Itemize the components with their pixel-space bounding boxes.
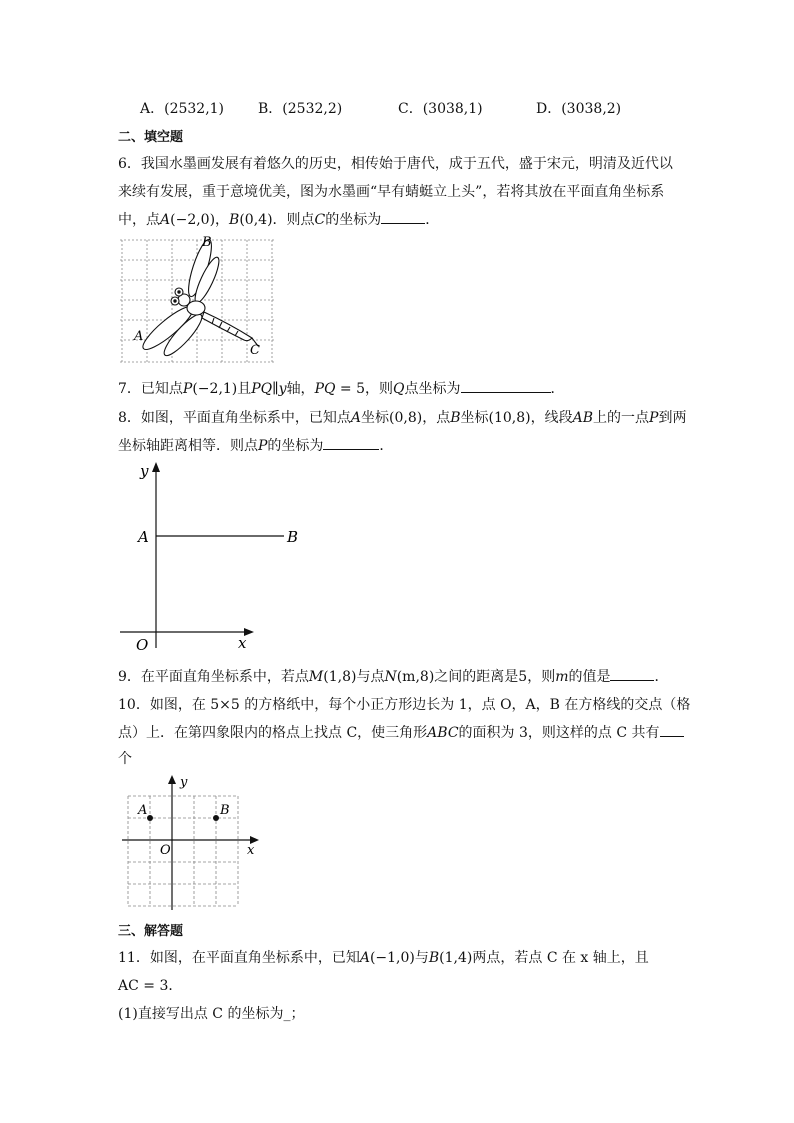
q10-label-a: A bbox=[138, 803, 148, 818]
q6-point-c: C bbox=[314, 212, 326, 228]
q8-text: 坐标 bbox=[460, 410, 489, 426]
q8-label-b: B bbox=[287, 528, 299, 546]
q7-text: ，则 bbox=[365, 381, 394, 397]
q9-answer-blank bbox=[610, 668, 654, 681]
q11-text: 11．如图，在平面直角坐标系中，已知 bbox=[118, 950, 360, 966]
q7-eq: = 5 bbox=[335, 381, 366, 397]
q6-point-a: A bbox=[160, 212, 171, 228]
q8-point-a: A bbox=[350, 410, 362, 426]
q11-sub1: (1)直接写出点 C 的坐标为_； bbox=[118, 1006, 305, 1022]
section-solve-heading: 三、解答题 bbox=[118, 924, 184, 939]
q10-label-b: B bbox=[220, 803, 230, 818]
dragonfly-figure bbox=[120, 235, 280, 368]
q8-text: 坐标轴距离相等．则点 bbox=[118, 438, 258, 454]
q6-coord-b: (0,4) bbox=[239, 212, 273, 228]
q7-segment-pq: PQ bbox=[251, 381, 273, 397]
q10-answer-blank bbox=[660, 724, 684, 737]
q11-point-b: B bbox=[428, 950, 440, 966]
q10-label-y: y bbox=[180, 775, 188, 790]
q8-coord-b: (10,8) bbox=[488, 410, 531, 426]
q8-label-y: y bbox=[140, 462, 149, 480]
option-b: B．(2532,2) bbox=[258, 101, 343, 117]
q8-label-x: x bbox=[238, 634, 247, 652]
q10-line2 bbox=[118, 722, 684, 742]
q10-label-o: O bbox=[160, 843, 171, 858]
q10-label-x: x bbox=[247, 843, 255, 858]
q9-text: 与点 bbox=[356, 669, 385, 685]
q6-point-b: B bbox=[229, 212, 240, 228]
q9-text: 9．在平面直角坐标系中，若点 bbox=[118, 669, 309, 685]
q8-point-p: P bbox=[649, 410, 659, 426]
q7-end: ． bbox=[550, 381, 565, 397]
q7-line bbox=[118, 378, 565, 398]
q8-point-b: B bbox=[450, 410, 461, 426]
q7-text: 且 bbox=[237, 381, 252, 397]
q8-segment-ab: AB bbox=[572, 410, 594, 426]
q8-text: 坐标 bbox=[361, 410, 390, 426]
q11-line1 bbox=[118, 947, 649, 967]
q10-text: 的面积为 3，则这样的点 C 共有 bbox=[458, 725, 660, 741]
q7-point-q: Q bbox=[393, 381, 405, 397]
q8-text: ，线段 bbox=[530, 410, 573, 426]
q8-text: 到两 bbox=[658, 410, 687, 426]
q7-coord-p: (−2,1) bbox=[192, 381, 238, 397]
q7-text: 轴， bbox=[286, 381, 315, 397]
q11-point-a: A bbox=[359, 950, 370, 966]
q10-text: 点）上．在第四象限内的格点上找点 C，使三角形 bbox=[118, 725, 428, 741]
q6-text: 的坐标为 bbox=[325, 212, 382, 228]
q9-text: 之间的距离是5，则 bbox=[434, 669, 556, 685]
q11-line2: AC = 3． bbox=[118, 978, 183, 994]
q11-coord-b: (1,4) bbox=[439, 950, 473, 966]
q7-parallel: ∥ bbox=[272, 381, 279, 397]
q6-line3 bbox=[118, 209, 439, 229]
option-c: C．(3038,1) bbox=[398, 101, 483, 117]
q9-text: 的值是 bbox=[568, 669, 611, 685]
q9-coord-n: (m,8) bbox=[396, 669, 435, 685]
q8-line2 bbox=[118, 435, 393, 455]
q9-var-m: m bbox=[555, 669, 569, 685]
q8-text: 的坐标为 bbox=[267, 438, 324, 454]
q9-point-m: M bbox=[308, 669, 324, 685]
section-fill-blank-heading: 二、填空题 bbox=[118, 130, 184, 145]
q10-triangle-abc: ABC bbox=[427, 725, 459, 741]
dragonfly-label-b: B bbox=[202, 235, 212, 250]
q8-label-o: O bbox=[136, 636, 149, 654]
q8-text: 8．如图，平面直角坐标系中，已知点 bbox=[118, 410, 351, 426]
q8-point-p: P bbox=[258, 438, 268, 454]
q6-text: ．则点 bbox=[272, 212, 315, 228]
q6-answer-blank bbox=[381, 211, 425, 224]
dragonfly-label-a: A bbox=[134, 329, 144, 344]
q10-grid-figure bbox=[118, 772, 268, 912]
option-a: A．(2532,1) bbox=[140, 101, 225, 117]
q8-text: 上的一点 bbox=[593, 410, 650, 426]
q8-label-a: A bbox=[138, 528, 149, 546]
q8-line1 bbox=[118, 407, 686, 427]
q6-text: 中，点 bbox=[118, 212, 160, 228]
q9-end: ． bbox=[654, 669, 669, 685]
q6-line2: 来续有发展，重于意境优美，图为水墨画“早有蜻蜓立上头”，若将其放在平面直角坐标系 bbox=[118, 184, 665, 200]
q8-end: ． bbox=[379, 438, 394, 454]
q11-coord-a: (−1,0) bbox=[369, 950, 415, 966]
q7-answer-blank bbox=[461, 380, 551, 393]
q9-line bbox=[118, 666, 668, 686]
q6-line1: 6．我国水墨画发展有着悠久的历史，相传始于唐代，成于五代，盛于宋元，明清及近代以 bbox=[118, 156, 673, 172]
q9-point-n: N bbox=[384, 669, 397, 685]
q7-point-p: P bbox=[182, 381, 193, 397]
option-d: D．(3038,2) bbox=[536, 101, 622, 117]
q8-answer-blank bbox=[323, 437, 379, 450]
q8-coordinate-figure bbox=[118, 460, 299, 660]
q7-segment-pq: PQ bbox=[314, 381, 336, 397]
dragonfly-label-c: C bbox=[250, 343, 260, 358]
q8-coord-a: (0,8) bbox=[389, 410, 423, 426]
q7-text: 点坐标为 bbox=[404, 381, 461, 397]
q6-sep: ， bbox=[215, 212, 230, 228]
q11-text: 与 bbox=[414, 950, 429, 966]
q6-coord-a: (−2,0) bbox=[170, 212, 216, 228]
q10-line1: 10．如图，在 5×5 的方格纸中，每个小正方形边长为 1，点 O，A，B 在方格线的交点（格 bbox=[118, 697, 691, 713]
q6-end: ． bbox=[425, 212, 440, 228]
q7-text: 7．已知点 bbox=[118, 381, 183, 397]
q8-text: ，点 bbox=[422, 410, 451, 426]
q10-line3: 个 bbox=[118, 751, 132, 767]
q11-text: 两点，若点 C 在 x 轴上，且 bbox=[472, 950, 649, 966]
q9-coord-m: (1,8) bbox=[323, 669, 357, 685]
q7-y: y bbox=[278, 381, 287, 397]
